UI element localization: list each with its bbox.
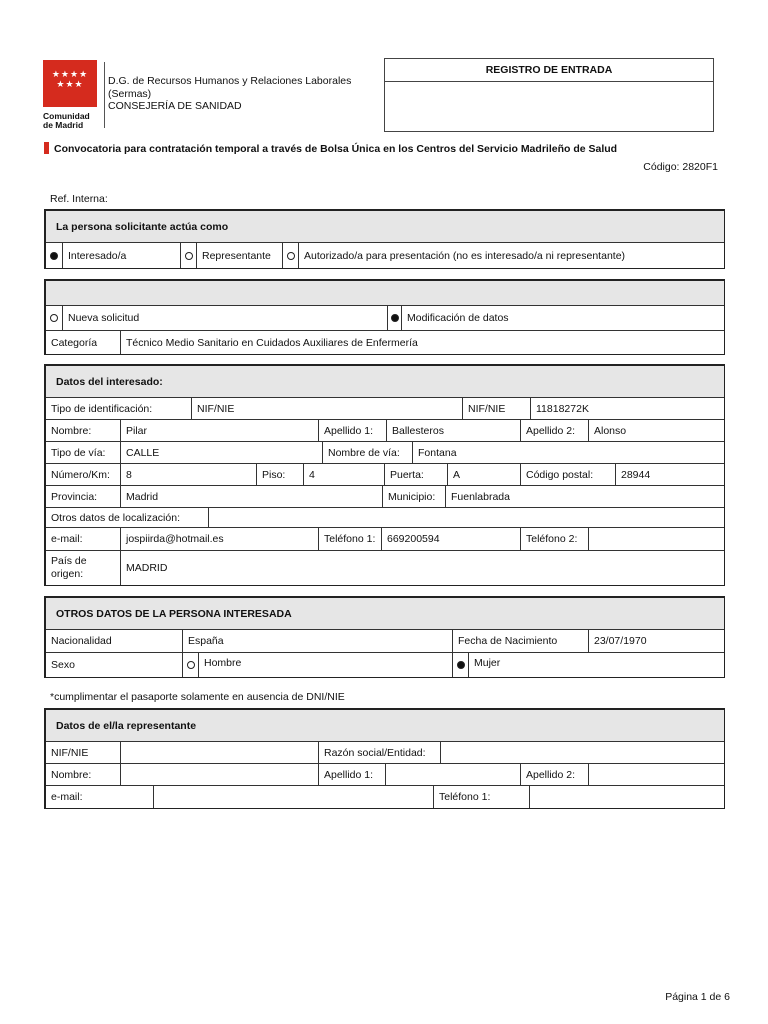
pais-label-line: origen: <box>51 568 84 580</box>
tipo-via-field[interactable]: CALLE <box>120 442 322 463</box>
nombre-via-field[interactable]: Fontana <box>412 442 724 463</box>
telefono2-field[interactable] <box>588 528 724 550</box>
radio-selected-icon <box>50 252 58 260</box>
categoria-label: Categoría <box>51 336 98 349</box>
section-header: OTROS DATOS DE LA PERSONA INTERESADA <box>46 598 724 630</box>
rep-apellido2-label: Apellido 2: <box>520 764 588 785</box>
rep-razon-label: Razón social/Entidad: <box>318 742 440 763</box>
representante-radio[interactable] <box>180 243 196 268</box>
form-code: Código: 2820F1 <box>643 161 718 173</box>
categoria-field[interactable]: Técnico Medio Sanitario en Cuidados Auxiliares de Enfermería <box>120 331 724 354</box>
nif-field[interactable]: 11818272K <box>530 398 724 419</box>
header-divider <box>104 62 105 128</box>
nueva-solicitud-radio[interactable] <box>46 306 62 330</box>
puerta-label: Puerta: <box>384 464 447 485</box>
radio-empty-icon <box>185 252 193 260</box>
cp-label: Código postal: <box>520 464 615 485</box>
apellido2-field[interactable]: Alonso <box>588 420 724 441</box>
ref-interna-label: Ref. Interna: <box>50 193 108 205</box>
pais-origen-field[interactable]: MADRID <box>120 551 724 585</box>
page-number: Página 1 de 6 <box>665 991 730 1003</box>
section-header-empty <box>46 281 724 306</box>
telefono2-label: Teléfono 2: <box>520 528 588 550</box>
tipo-id-field[interactable]: NIF/NIE <box>191 398 462 419</box>
rep-nif-field[interactable] <box>120 742 318 763</box>
numero-label: Número/Km: <box>51 468 110 481</box>
mujer-label: Mujer <box>468 653 724 677</box>
rep-telefono1-label: Teléfono 1: <box>433 786 529 808</box>
nombre-via-label: Nombre de vía: <box>322 442 412 463</box>
otros-localizacion-label: Otros datos de localización: <box>51 511 180 524</box>
piso-field[interactable]: 4 <box>303 464 384 485</box>
fecha-nacimiento-label: Fecha de Nacimiento <box>452 630 588 652</box>
radio-selected-icon <box>457 661 465 669</box>
modificacion-label: Modificación de datos <box>401 306 724 330</box>
otros-localizacion-field[interactable] <box>208 508 724 527</box>
rep-email-field[interactable] <box>153 786 433 808</box>
rep-telefono1-field[interactable] <box>529 786 724 808</box>
sexo-label: Sexo <box>51 659 75 671</box>
org-line: (Sermas) <box>108 87 152 100</box>
fecha-nacimiento-field[interactable]: 23/07/1970 <box>588 630 724 652</box>
registro-title: REGISTRO DE ENTRADA <box>385 59 713 82</box>
solicitante-section <box>44 209 725 269</box>
provincia-label: Provincia: <box>51 490 98 503</box>
registro-entrada-box <box>384 58 714 132</box>
madrid-flag-icon: ★★★★ ★★★ <box>43 60 97 107</box>
modificacion-radio[interactable] <box>387 306 401 330</box>
org-line: CONSEJERÍA DE SANIDAD <box>108 100 242 112</box>
nueva-solicitud-label: Nueva solicitud <box>62 306 387 330</box>
municipio-label: Municipio: <box>382 486 445 507</box>
interesado-radio[interactable] <box>46 243 62 268</box>
rep-nif-label: NIF/NIE <box>51 746 89 759</box>
email-label: e-mail: <box>51 533 83 545</box>
radio-empty-icon <box>50 314 58 322</box>
interesado-label: Interesado/a <box>62 243 180 268</box>
nombre-label: Nombre: <box>51 424 92 437</box>
radio-empty-icon <box>187 661 195 669</box>
red-marker <box>44 142 49 154</box>
hombre-label: Hombre <box>198 653 452 677</box>
cp-field[interactable]: 28944 <box>615 464 724 485</box>
pasaporte-note: *cumplimentar el pasaporte solamente en ausencia de DNI/NIE <box>50 691 345 703</box>
convocatoria-title <box>44 142 617 155</box>
numero-field[interactable]: 8 <box>120 464 256 485</box>
apellido1-field[interactable]: Ballesteros <box>386 420 520 441</box>
nacionalidad-label: Nacionalidad <box>51 635 112 647</box>
solicitud-section <box>44 279 725 355</box>
puerta-field[interactable]: A <box>447 464 520 485</box>
logo-text: Comunidad de Madrid <box>43 111 90 130</box>
radio-empty-icon <box>287 252 295 260</box>
rep-email-label: e-mail: <box>51 791 83 803</box>
rep-apellido1-label: Apellido 1: <box>318 764 385 785</box>
representante-section <box>44 708 725 809</box>
apellido1-label: Apellido 1: <box>318 420 386 441</box>
tipo-id-label: Tipo de identificación: <box>51 402 153 415</box>
rep-nombre-label: Nombre: <box>51 768 92 781</box>
representante-label: Representante <box>196 243 282 268</box>
section-header: Datos de el/la representante <box>46 710 724 742</box>
apellido2-label: Apellido 2: <box>520 420 588 441</box>
radio-selected-icon <box>391 314 399 322</box>
piso-label: Piso: <box>256 464 303 485</box>
telefono1-field[interactable]: 669200594 <box>381 528 520 550</box>
tipo-via-label: Tipo de vía: <box>51 446 106 459</box>
municipio-field[interactable]: Fuenlabrada <box>445 486 724 507</box>
rep-apellido1-field[interactable] <box>385 764 520 785</box>
rep-razon-field[interactable] <box>440 742 724 763</box>
telefono1-label: Teléfono 1: <box>318 528 381 550</box>
autorizado-radio[interactable] <box>282 243 298 268</box>
rep-apellido2-field[interactable] <box>588 764 724 785</box>
email-field[interactable]: jospiirda@hotmail.es <box>120 528 318 550</box>
pais-origen-label <box>46 551 120 585</box>
provincia-field[interactable]: Madrid <box>120 486 382 507</box>
section-header: La persona solicitante actúa como <box>46 211 724 243</box>
organization-block <box>108 75 351 113</box>
org-line: D.G. de Recursos Humanos y Relaciones Laborales <box>108 75 352 87</box>
hombre-radio[interactable] <box>182 653 198 677</box>
otros-datos-section <box>44 596 725 678</box>
rep-nombre-field[interactable] <box>120 764 318 785</box>
comunidad-madrid-logo <box>43 60 97 130</box>
nacionalidad-field[interactable]: España <box>182 630 452 652</box>
nombre-field[interactable]: Pilar <box>120 420 318 441</box>
autorizado-label: Autorizado/a para presentación (no es interesado/a ni representante) <box>298 243 724 268</box>
pais-label-line: País de <box>51 555 87 567</box>
convocatoria-text: Convocatoria para contratación temporal a través de Bolsa Única en los Centros del Servicio Madrileño de Salud <box>54 143 618 155</box>
mujer-radio[interactable] <box>452 653 468 677</box>
section-header: Datos del interesado: <box>46 366 724 398</box>
interesado-section <box>44 364 725 586</box>
nif-label: NIF/NIE <box>462 398 530 419</box>
